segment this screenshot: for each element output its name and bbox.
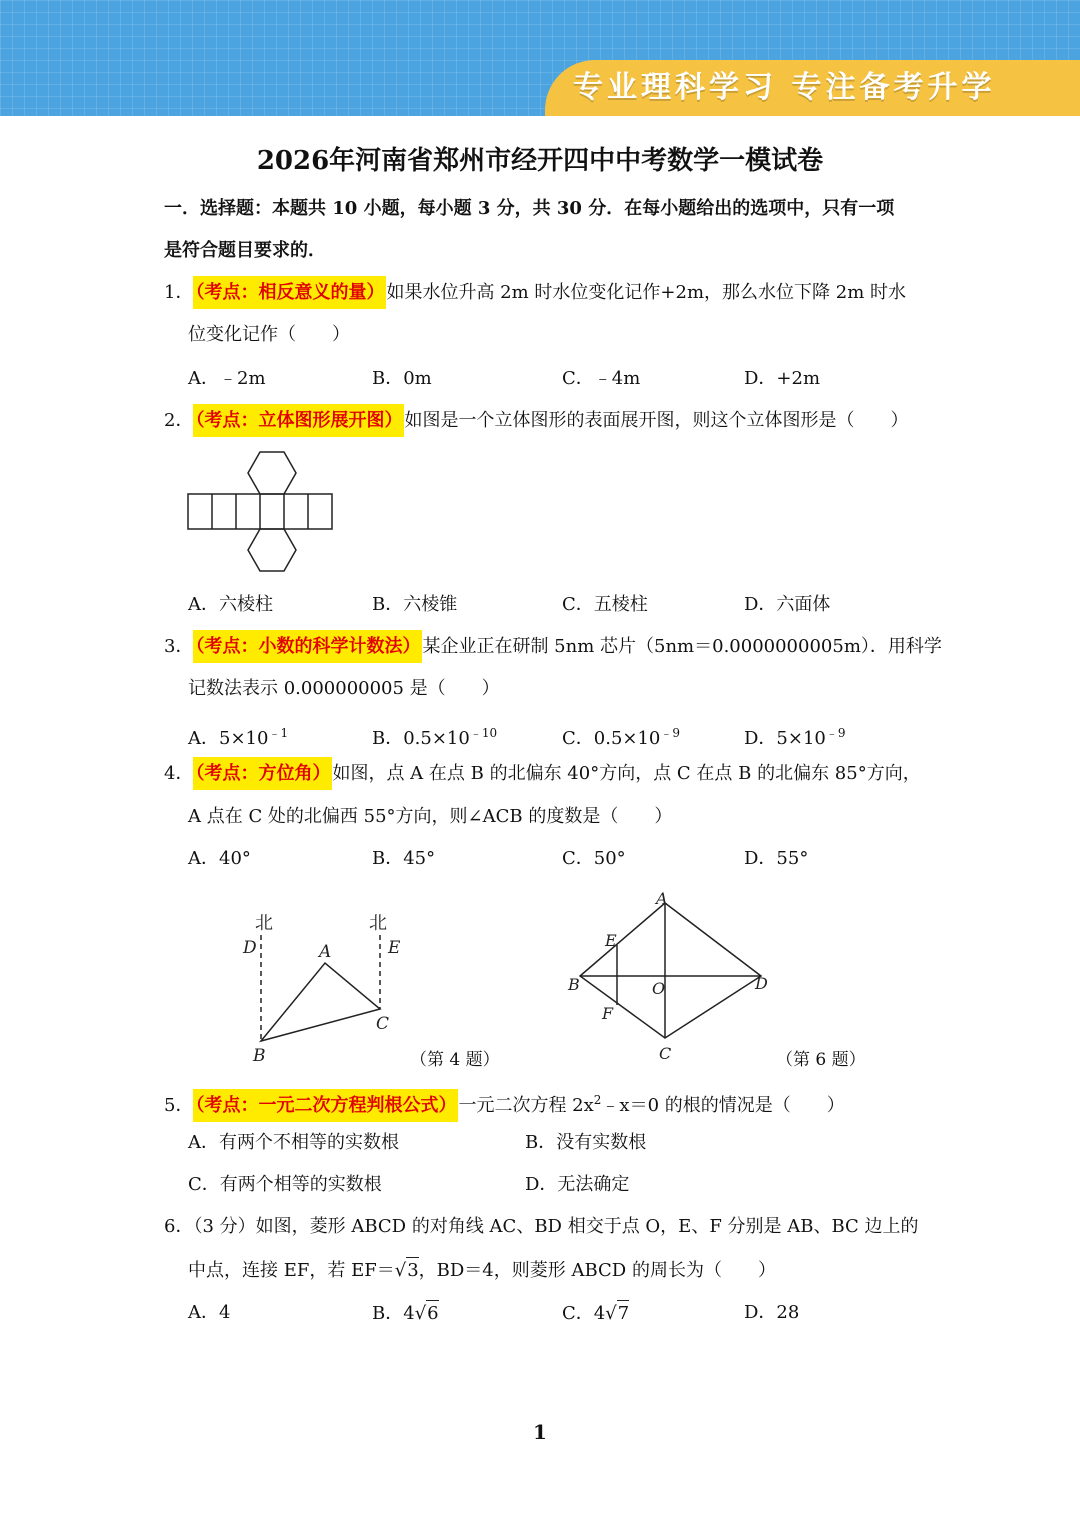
q4-option-d: D．55° (744, 848, 809, 869)
label-d: D (243, 938, 257, 958)
label-b: B (253, 1046, 266, 1066)
question-4-line2: A 点在 C 处的北偏西 55°方向，则∠ACB 的度数是（ ） (188, 806, 673, 827)
q4-option-b: B．45° (372, 848, 436, 869)
label-c: C (659, 1044, 672, 1063)
q2-option-c: C．五棱柱 (562, 594, 648, 615)
topic-tag: （考点：方位角） (193, 757, 332, 790)
q3-option-b: B．$0.5\times 10^{﹣10}$ (372, 726, 498, 749)
question-3-line2: 记数法表示 0.000000005 是（ ） (188, 678, 500, 699)
q2-option-b: B．六棱锥 (372, 594, 458, 615)
question-1-line2: 位变化记作（ ） (188, 324, 350, 345)
question-text: 如图是一个立体图形的表面展开图，则这个立体图形是（ ） (404, 410, 909, 431)
topic-tag: （考点：小数的科学计数法） (193, 630, 422, 663)
q1-option-c: C．﹣4m (562, 368, 641, 389)
question-text: 一元二次方程 $2x^2﹣x=0$ 的根的情况是（ ） (458, 1093, 845, 1116)
q1-option-a: A．﹣2m (188, 368, 266, 389)
net-top-hexagon (248, 452, 296, 494)
question-4 (164, 761, 921, 787)
rhombus-figure (560, 888, 770, 1068)
question-number: 2． (164, 410, 194, 431)
topic-tag: （考点：立体图形展开图） (193, 404, 404, 437)
q6-option-a: A．4 (188, 1302, 231, 1323)
q6-option-d: D．28 (744, 1302, 800, 1323)
question-1 (164, 280, 906, 306)
q2-option-d: D．六面体 (744, 594, 831, 615)
north-label-c: 北 (369, 913, 387, 934)
label-c: C (376, 1014, 390, 1034)
label-o: O (652, 979, 666, 998)
q1-option-d: D．+2m (744, 368, 821, 389)
figure-6-caption: （第 6 题） (776, 1050, 866, 1070)
header-slogan: 专业理科学习 专注备考升学 (545, 60, 1080, 116)
question-number: 4． (164, 763, 194, 784)
bearing-figure (230, 905, 410, 1070)
q2-option-a: A．六棱柱 (188, 594, 273, 615)
label-a: A (319, 942, 332, 962)
north-label-b: 北 (255, 913, 273, 934)
q4-option-a: A．40° (188, 848, 251, 869)
question-6-line2: 中点，连接 EF，若 EF＝√3，BD＝4，则菱形 ABCD 的周长为（ ） (188, 1257, 776, 1284)
topic-tag: （考点：一元二次方程判根公式） (193, 1089, 458, 1122)
question-3 (164, 634, 942, 660)
q1-option-b: B．0m (372, 368, 432, 389)
label-d: D (755, 974, 768, 993)
q3-option-c: C．$0.5\times 10^{﹣9}$ (562, 726, 681, 749)
question-text: 某企业正在研制 5nm 芯片（5nm＝0.0000000005m）．用科学 (422, 636, 942, 657)
prism-net-figure (185, 448, 340, 576)
q6-option-c: C．4√7 (562, 1300, 629, 1327)
q5-option-b: B．没有实数根 (525, 1132, 647, 1153)
label-b: B (568, 975, 580, 994)
question-number: 5． (164, 1095, 194, 1116)
section-heading-line1: 一．选择题：本题共 10 小题，每小题 3 分，共 30 分．在每小题给出的选项中，只有一项 (164, 198, 895, 219)
question-number: 1． (164, 282, 194, 303)
q6-option-b: B．4√6 (372, 1300, 439, 1327)
question-text: 如图，点 A 在点 B 的北偏东 40°方向，点 C 在点 B 的北偏东 85°方向， (332, 763, 921, 784)
question-5 (164, 1087, 845, 1119)
q3-option-a: A．$5\times 10^{﹣1}$ (188, 726, 289, 749)
q3-option-d: D．$5\times 10^{﹣9}$ (744, 726, 846, 749)
q4-option-c: C．50° (562, 848, 626, 869)
figure-4-caption: （第 4 题） (410, 1050, 500, 1070)
triangle-abc (261, 963, 380, 1041)
label-a: A (656, 889, 668, 908)
topic-tag: （考点：相反意义的量） (193, 276, 386, 309)
section-heading-line2: 是符合题目要求的． (164, 240, 326, 261)
net-bottom-hexagon (248, 529, 296, 571)
page-number: 1 (533, 1420, 547, 1444)
question-2 (164, 408, 908, 434)
question-text: 如果水位升高 2m 时水位变化记作+2m，那么水位下降 2m 时水 (386, 282, 906, 303)
q5-option-c: C．有两个相等的实数根 (188, 1174, 382, 1195)
q5-option-d: D．无法确定 (525, 1174, 630, 1195)
label-e: E (388, 938, 401, 958)
q5-option-a: A．有两个不相等的实数根 (188, 1132, 399, 1153)
question-number: 3． (164, 636, 194, 657)
label-e: E (605, 931, 617, 950)
label-f: F (602, 1004, 614, 1023)
question-6: 6．（3 分）如图，菱形 ABCD 的对角线 AC、BD 相交于点 O，E、F 分别是 AB、BC 边上的 (164, 1216, 919, 1237)
page-title: 2026年河南省郑州市经开四中中考数学一模试卷 (256, 146, 824, 176)
